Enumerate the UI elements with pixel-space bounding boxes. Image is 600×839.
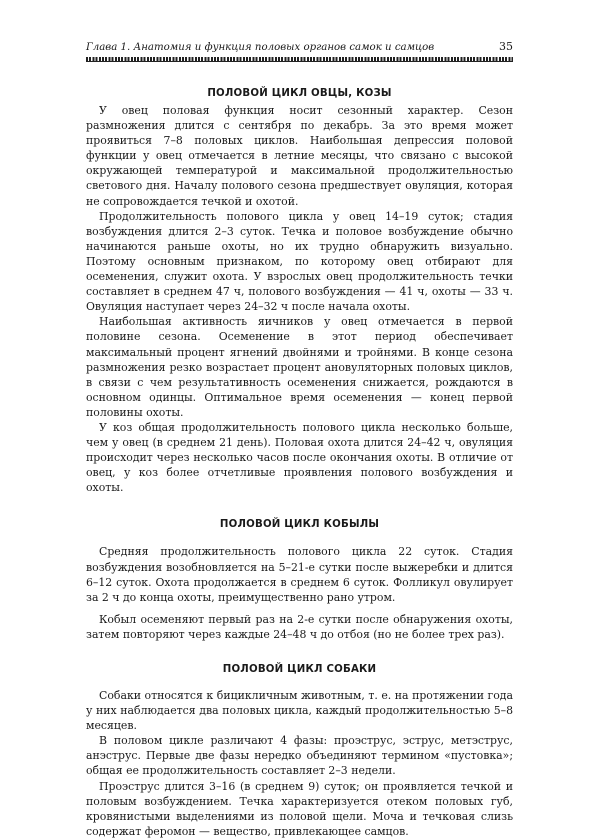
paragraph: Проэструс длится 3–16 (в среднем 9) суток; он проявляется течкой и половым возбуждением. Течка характеризуется отеком половых губ, кровянистыми выделениями из половой щели. Моча и течковая слизь содержат феромон — вещество, привлекающее самцов. (86, 779, 513, 838)
header-rule (86, 57, 513, 62)
chapter-title: Глава 1. Анатомия и функция половых органов самок и самцов (86, 42, 435, 53)
paragraph: В половом цикле различают 4 фазы: проэструс, эструс, метэструс, анэструс. Первые две фазы нередко объединяют термином «пустовка»; общая ее продолжительность составляет 2–3 недели. (86, 734, 513, 778)
running-header (86, 40, 513, 54)
paragraph: У коз общая продолжительность полового цикла несколько больше, чем у овец (в среднем 21 день). Половая охота длится 24–42 ч, овуляция происходит через несколько часов после окончания охоты. В отличие от овец, у коз более отчетливые проявления полового возбуждения и охоты. (86, 420, 513, 495)
page-number: 35 (499, 40, 513, 53)
paragraph: Кобыл осеменяют первый раз на 2-е сутки после обнаружения охоты, затем повторяют через каждые 24–48 ч до отбоя (но не более трех раз). (86, 612, 513, 641)
paragraph: Средняя продолжительность полового цикла 22 суток. Стадия возбуждения возобновляется на 5–21-е сутки после выжеребки и длится 6–12 суток. Охота продолжается в среднем 6 суток. Фолликул овулирует за 2 ч до конца охоты, преимущественно рано утром. (86, 545, 513, 604)
paragraph: У овец половая функция носит сезонный характер. Сезон размножения длится с сентября по декабрь. За это время может проявиться 7–8 половых циклов. Наибольшая депрессия половой функции у овец отмечается в летние месяцы, что связано с высокой окружающей температурой и максимальной продолжительностью светового дня. Началу полового сезона предшествует овуляция, которая не сопровождается течкой и охотой. (86, 104, 513, 208)
book-page (86, 40, 513, 839)
section-title-mare: ПОЛОВОЙ ЦИКЛ КОБЫЛЫ (219, 519, 380, 531)
section-title-dog: ПОЛОВОЙ ЦИКЛ СОБАКИ (222, 664, 377, 675)
paragraph: Наибольшая активность яичников у овец отмечается в первой половине сезона. Осеменение в этот период обеспечивает максимальный процент ягнений двойнями и тройнями. В конце сезона размножения резко возрастает процент ановуляторных половых циклов, в связи с чем результативность осеменения снижается, рождаются в основном одинцы. Оптимальное время осеменения — конец первой половины охоты. (86, 315, 513, 419)
section-title-sheep-goat: ПОЛОВОЙ ЦИКЛ ОВЦЫ, КОЗЫ (207, 88, 392, 99)
paragraph: Собаки относятся к бицикличным животным, т. е. на протяжении года у них наблюдается два половых цикла, каждый продолжительностью 5–8 месяцев. (86, 689, 513, 733)
paragraph: Продолжительность полового цикла у овец 14–19 суток; стадия возбуждения длится 2–3 суток. Течка и половое возбуждение обычно начинаются раньше охоты, но их трудно обнаружить визуально. Поэтому основным признаком, по которому овец отбирают для осеменения, служит охота. У взрослых овец продолжительность течки составляет в среднем 47 ч, полового возбуждения — 41 ч, охоты — 33 ч. Овуляция наступает через 24–32 ч после начала охоты. (86, 209, 513, 314)
